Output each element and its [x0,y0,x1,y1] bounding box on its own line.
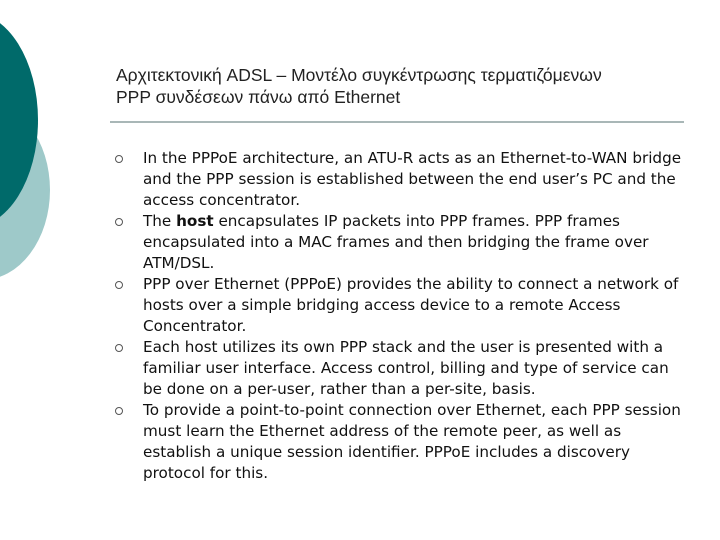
title-line-2: PPP συνδέσεων πάνω από Ethernet [116,87,401,107]
bullet-item [114,337,684,400]
bullet-list [114,148,684,484]
bullet-circle-icon [115,155,123,163]
bullet-item [114,148,684,211]
bullet-text: In the PPPoE architecture, an ATU-R acts as an Ethernet-to-WAN bridge and the PPP session is established between the end user’s PC and the access concentrator. [143,149,682,209]
bullet-item [114,274,684,337]
bullet-text: PPP over Ethernet (PPPoE) provides the ability to connect a network of hosts over a simple bridging access device to a remote Access Concentrator. [143,275,679,335]
bullet-circle-icon [115,281,123,289]
bullet-item [114,211,684,274]
bullet-text-bold: host [176,212,214,230]
bullet-text-pre: The [143,212,177,230]
title-line-1: Αρχιτεκτονική ADSL – Μοντέλο συγκέντρωσης τερματιζόμενων [116,65,602,85]
bullet-circle-icon [115,218,123,226]
bullet-text: To provide a point-to-point connection over Ethernet, each PPP session must learn the Ethernet address of the remote peer, as well as establish a unique session identifier. PPPoE includes a discovery protocol for this. [143,401,681,482]
bullet-text-post: encapsulates IP packets into PPP frames. PPP frames encapsulated into a MAC frames and then bridging the frame over ATM/DSL. [143,212,649,272]
bullet-circle-icon [115,344,123,352]
bullet-text: Each host utilizes its own PPP stack and the user is presented with a familiar user interface. Access control, billing and type of service can be done on a per-user, rather than a per-site, basis. [143,338,669,398]
slide-title [116,64,696,108]
bullet-circle-icon [115,407,123,415]
bullet-item [114,400,684,484]
title-divider [110,121,684,123]
